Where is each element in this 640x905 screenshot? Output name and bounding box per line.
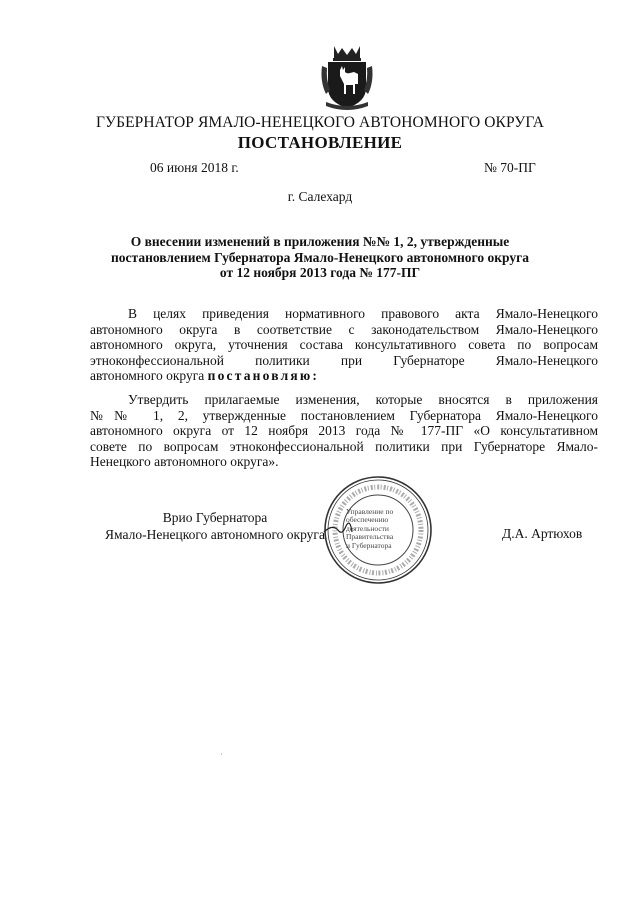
paragraph-line [90, 368, 598, 384]
governor-heading: ГУБЕРНАТОР ЯМАЛО-НЕНЕЦКОГО АВТОНОМНОГО ОКРУГА [95, 114, 545, 131]
scan-speck [221, 753, 222, 755]
paragraph-line: №№ 1, 2, утвержденные постановлением Губернатора Ямало-Ненецкого [90, 407, 598, 423]
document-number: № 70-ПГ [484, 160, 536, 175]
stamp-line: Правительства [346, 532, 394, 542]
decree-paragraph [90, 392, 598, 470]
paragraph-line: Ненецкого автономного округа». [90, 454, 279, 470]
preamble-paragraph [90, 306, 598, 384]
document-city: г. Салехард [287, 189, 353, 204]
paragraph-line: этноконфессиональной политики при Губернаторе Ямало-Ненецкого [90, 352, 598, 368]
title-line: О внесении изменений в приложения №№ 1, 2, утвержденные [130, 234, 510, 249]
position-line: Врио Губернатора [162, 510, 268, 525]
stamp-line: Управление по [346, 507, 394, 516]
stamp-line: и Губернатора [346, 540, 392, 550]
document-title [100, 234, 540, 281]
title-line: от 12 ноября 2013 года № 177-ПГ [219, 265, 421, 281]
stamp-inner-text [346, 508, 408, 550]
document-date: 06 июня 2018 г. [150, 160, 239, 175]
document-type-heading: ПОСТАНОВЛЕНИЕ [237, 133, 403, 152]
paragraph-line: совете по вопросам этноконфессиональной политики при Губернаторе Ямало- [90, 438, 598, 454]
coat-of-arms-emblem [318, 44, 376, 110]
paragraph-line: автономного округа, уточнения состава консультативного совета по вопросам [90, 337, 598, 353]
paragraph-line: Утвердить прилагаемые изменения, которые вносятся в приложения [128, 392, 598, 407]
signer-name: Д.А. Артюхов [502, 526, 583, 541]
paragraph-text: автономного округа [90, 368, 205, 384]
position-line: Ямало-Ненецкого автономного округа [105, 527, 325, 542]
stamp-line: обеспечению [346, 515, 389, 525]
paragraph-line: автономного округа от 12 ноября 2013 года № 177-ПГ «О консультативном [90, 423, 598, 439]
decree-word: постановляю: [207, 368, 320, 384]
paragraph-line: автономного округа в соответствие с законодательством Ямало-Ненецкого [90, 321, 598, 337]
signatory-position [90, 509, 340, 543]
stamp-line: деятельности [346, 523, 389, 533]
paragraph-line: В целях приведения нормативного правового акта Ямало-Ненецкого [128, 306, 598, 321]
title-line: постановлением Губернатора Ямало-Ненецкого автономного округа [111, 249, 529, 265]
